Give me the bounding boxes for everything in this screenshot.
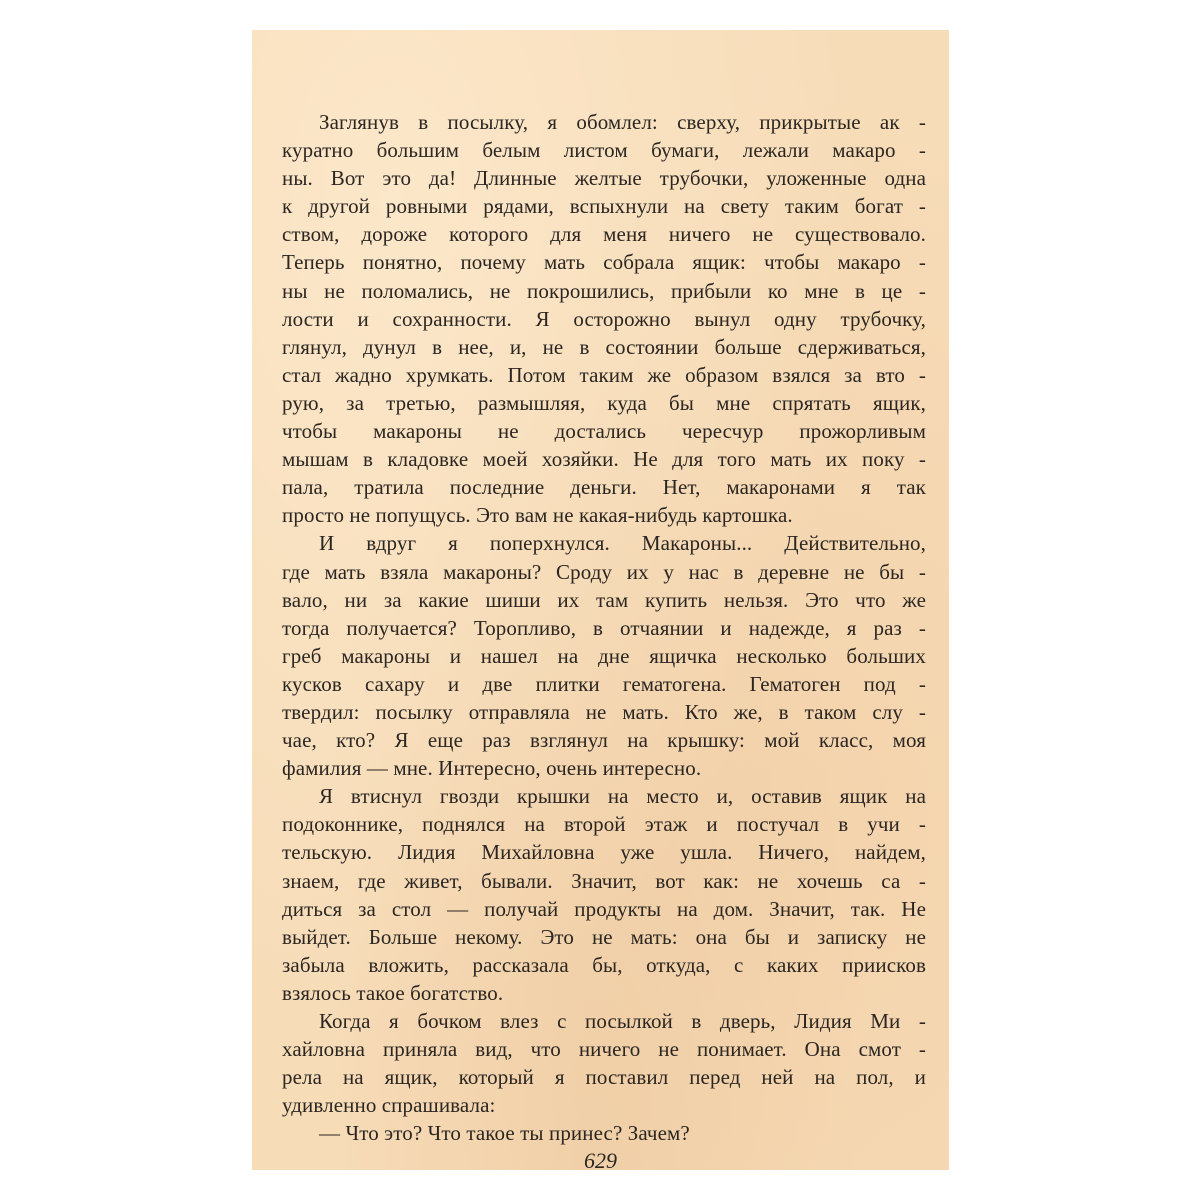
text-line: где мать взяла макароны? Сроду их у нас в деревне не бы -	[282, 559, 926, 584]
text-line: фамилия — мне. Интересно, очень интересно.	[282, 756, 702, 781]
text-line: Теперь понятно, почему мать собрала ящик: чтобы макаро -	[282, 250, 926, 275]
text-line: ством, дороже которого для меня ничего не существовало.	[282, 222, 926, 247]
text-line: тогда получается? Торопливо, в отчаянии и надежде, я раз -	[282, 615, 926, 640]
page-text	[282, 108, 926, 1147]
text-line: знаем, где живет, бывали. Значит, вот как: не хочешь са -	[282, 868, 926, 893]
text-line: просто не попущусь. Это вам не какая-нибудь картошка.	[282, 503, 793, 528]
page-number: 629	[584, 1148, 617, 1173]
text-line: выйдет. Больше некому. Это не мать: она бы и записку не	[282, 924, 926, 949]
text-line: Я втиснул гвозди крышки на место и, оставив ящик на	[319, 784, 926, 809]
text-line: диться за стол — получай продукты на дом. Значит, так. Не	[282, 896, 926, 921]
text-line: ны. Вот это да! Длинные желтые трубочки, уложенные одна	[282, 166, 926, 191]
text-line: куратно большим белым листом бумаги, лежали макаро -	[282, 138, 926, 163]
text-line: рую, за третью, размышляя, куда бы мне спрятать ящик,	[282, 390, 926, 415]
text-line: рела на ящик, который я поставил перед ней на пол, и	[282, 1065, 926, 1090]
text-line: к другой ровными рядами, вспыхнули на свету таким богат -	[282, 194, 926, 219]
text-line: стал жадно хрумкать. Потом таким же образом взялся за вто -	[282, 362, 926, 387]
text-line: ны не поломались, не покрошились, прибыли ко мне в це -	[282, 278, 926, 303]
text-line: чтобы макароны не достались чересчур прожорливым	[282, 419, 926, 444]
text-line: И вдруг я поперхнулся. Макароны... Действительно,	[319, 531, 926, 556]
text-line: забыла вложить, рассказала бы, откуда, с каких приисков	[282, 952, 926, 977]
text-line: хайловна приняла вид, что ничего не понимает. Она смот -	[282, 1037, 926, 1062]
text-line: кусков сахару и две плитки гематогена. Гематоген под -	[282, 671, 926, 696]
text-line: греб макароны и нашел на дне ящичка несколько больших	[282, 643, 926, 668]
text-line: глянул, дунул в нее, и, не в состоянии больше сдерживаться,	[282, 334, 926, 359]
text-line: твердил: посылку отправляла не мать. Кто же, в таком слу -	[282, 699, 926, 724]
text-line: тельскую. Лидия Михайловна уже ушла. Ничего, найдем,	[282, 840, 926, 865]
text-line: мышам в кладовке моей хозяйки. Не для того мать их поку -	[282, 447, 926, 472]
book-page	[252, 30, 949, 1173]
text-line: подоконнике, поднялся на второй этаж и постучал в учи -	[282, 812, 926, 837]
text-line: Когда я бочком влез с посылкой в дверь, Лидия Ми -	[319, 1009, 926, 1033]
text-line: удивленно спрашивала:	[282, 1093, 496, 1118]
text-line: чае, кто? Я еще раз взглянул на крышку: мой класс, моя	[282, 728, 926, 753]
text-line: — Что это? Что такое ты принес? Зачем?	[319, 1121, 690, 1146]
text-line: лости и сохранности. Я осторожно вынул одну трубочку,	[282, 306, 926, 331]
text-line: пала, тратила последние деньги. Нет, макаронами я так	[282, 475, 926, 500]
text-line: Заглянув в посылку, я обомлел: сверху, прикрытые ак -	[319, 110, 926, 134]
text-line: взялось такое богатство.	[282, 980, 504, 1005]
text-line: вало, ни за какие шиши их там купить нельзя. Это что же	[282, 587, 926, 612]
